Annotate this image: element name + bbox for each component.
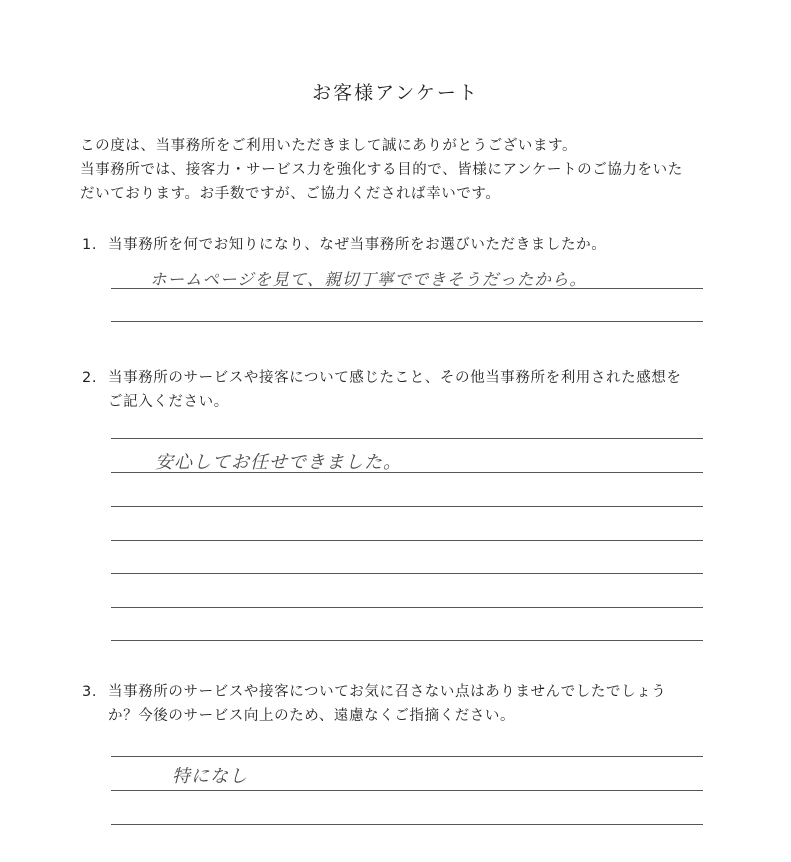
question-3 [82, 680, 732, 728]
intro-line: だいております。お手数ですが、ご協力くだされば幸いです。 [80, 186, 501, 202]
answer-line [111, 321, 703, 322]
question-number: 3. [82, 684, 98, 700]
answer-line [111, 756, 703, 757]
answer-line [111, 573, 703, 574]
question-text: か？今後のサービス向上のため、遠慮なくご指摘ください。 [108, 708, 516, 724]
question-1 [82, 233, 732, 257]
question-text: 当事務所のサービスや接客についてお気に召さない点はありませんでしたでしょう [108, 684, 667, 700]
answer-line [111, 438, 703, 439]
intro-text [80, 134, 730, 206]
question-2 [82, 366, 732, 414]
answer-line [111, 790, 703, 791]
answer-line [111, 540, 703, 541]
handwritten-answer-1: ホームページを見て、親切丁寧でできそうだったから。 [150, 270, 587, 289]
intro-line: この度は、当事務所をご利用いただきまして誠にありがとうございます。 [80, 138, 578, 154]
question-number: 1. [82, 237, 98, 253]
question-text: 当事務所を何でお知りになり、なぜ当事務所をお選びいただきましたか。 [108, 237, 607, 253]
question-text: ご記入ください。 [108, 394, 229, 410]
question-text: 当事務所のサービスや接客について感じたこと、その他当事務所を利用された感想を [108, 370, 682, 386]
handwritten-answer-3: 特になし [172, 766, 248, 787]
answer-line [111, 472, 703, 473]
answer-line [111, 824, 703, 825]
handwritten-answer-2: 安心してお任せできました。 [155, 452, 402, 473]
intro-line: 当事務所では、接客力・サービス力を強化する目的で、皆様にアンケートのご協力をいた [80, 162, 683, 178]
question-number: 2. [82, 370, 98, 386]
answer-line [111, 607, 703, 608]
answer-line [111, 640, 703, 641]
answer-line [111, 506, 703, 507]
page-title: お客様アンケート [312, 82, 479, 104]
answer-line [111, 288, 703, 289]
